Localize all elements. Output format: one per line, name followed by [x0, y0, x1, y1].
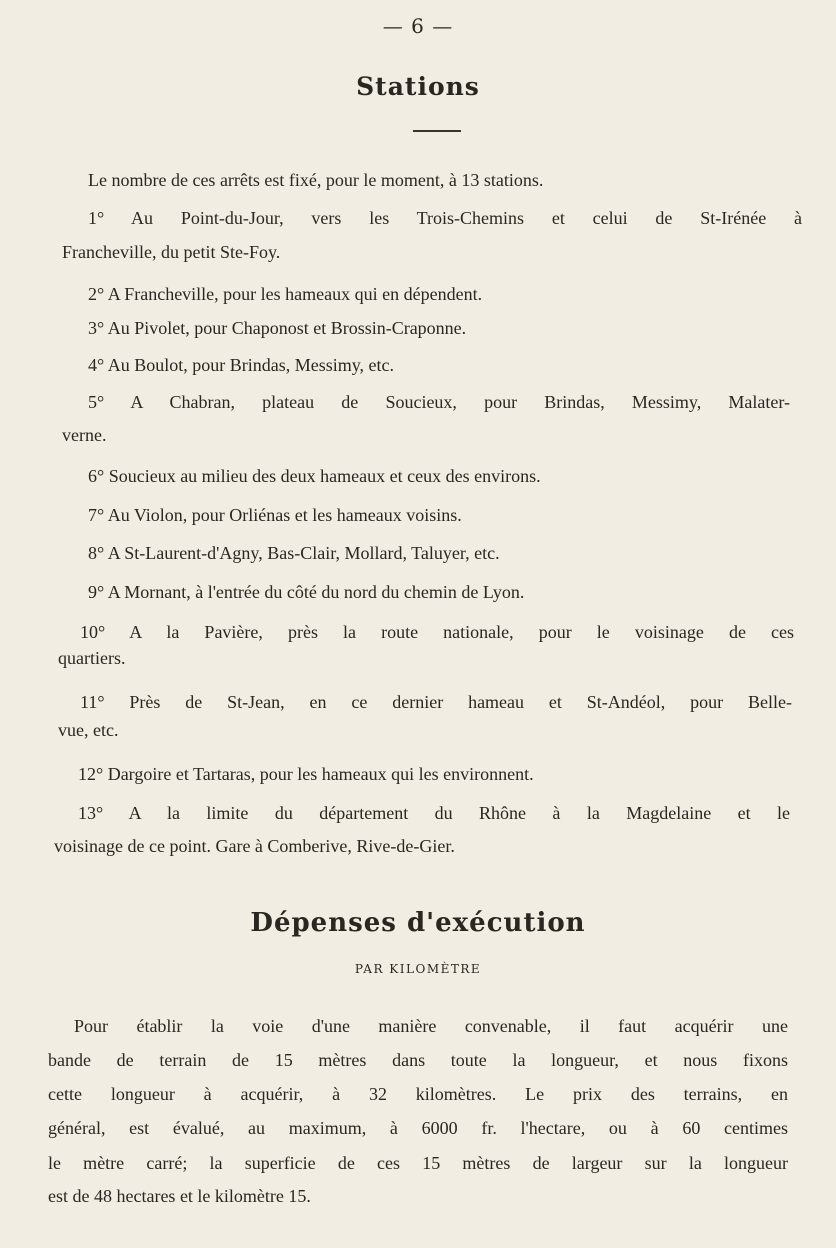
- station-line: verne.: [62, 425, 107, 445]
- depenses-line: général, est évalué, au maximum, à 6000 fr. l'hectare, ou à 60 centimes: [48, 1118, 788, 1138]
- station-line: 8° A St-Laurent-d'Agny, Bas-Clair, Mollard, Taluyer, etc.: [88, 543, 500, 563]
- depenses-line: Pour établir la voie d'une manière convenable, il faut acquérir une: [74, 1016, 788, 1036]
- station-line: 13° A la limite du département du Rhône à la Magdelaine et le: [78, 803, 790, 823]
- station-line: 4° Au Boulot, pour Brindas, Messimy, etc.: [88, 355, 395, 375]
- depenses-line: le mètre carré; la superficie de ces 15 mètres de largeur sur la longueur: [48, 1153, 788, 1173]
- page-number: — 6 —: [382, 14, 454, 38]
- station-line: 6° Soucieux au milieu des deux hameaux et ceux des environs.: [88, 466, 541, 486]
- station-line: 5° A Chabran, plateau de Soucieux, pour Brindas, Messimy, Malater-: [88, 392, 790, 412]
- heading-rule: [413, 130, 461, 132]
- depenses-line: est de 48 hectares et le kilomètre 15.: [48, 1186, 311, 1206]
- depenses-subtitle: PAR KILOMÈTRE: [354, 962, 482, 976]
- station-line: 1° Au Point-du-Jour, vers les Trois-Chemins et celui de St-Irénée à: [88, 208, 802, 228]
- station-line: vue, etc.: [58, 720, 119, 740]
- depenses-line: bande de terrain de 15 mètres dans toute la longueur, et nous fixons: [48, 1050, 788, 1070]
- station-line: Francheville, du petit Ste-Foy.: [62, 242, 281, 262]
- depenses-line: cette longueur à acquérir, à 32 kilomètres. Le prix des terrains, en: [48, 1084, 788, 1104]
- station-line: quartiers.: [58, 648, 126, 668]
- station-line: 7° Au Violon, pour Orliénas et les hameaux voisins.: [88, 505, 462, 525]
- station-line: 11° Près de St-Jean, en ce dernier hameau et St-Andéol, pour Belle-: [80, 692, 792, 712]
- station-line: 9° A Mornant, à l'entrée du côté du nord du chemin de Lyon.: [88, 582, 525, 602]
- stations-intro: Le nombre de ces arrêts est fixé, pour le moment, à 13 stations.: [88, 170, 544, 190]
- station-line: 12° Dargoire et Tartaras, pour les hameaux qui les environnent.: [78, 764, 534, 784]
- depenses-heading: Dépenses d'exécution: [250, 908, 586, 938]
- station-line: 3° Au Pivolet, pour Chaponost et Brossin-Craponne.: [88, 318, 467, 338]
- station-line: voisinage de ce point. Gare à Comberive, Rive-de-Gier.: [54, 836, 455, 856]
- station-line: 10° A la Pavière, près la route nationale, pour le voisinage de ces: [80, 622, 794, 642]
- station-line: 2° A Francheville, pour les hameaux qui en dépendent.: [88, 284, 483, 304]
- stations-heading: Stations: [356, 72, 480, 101]
